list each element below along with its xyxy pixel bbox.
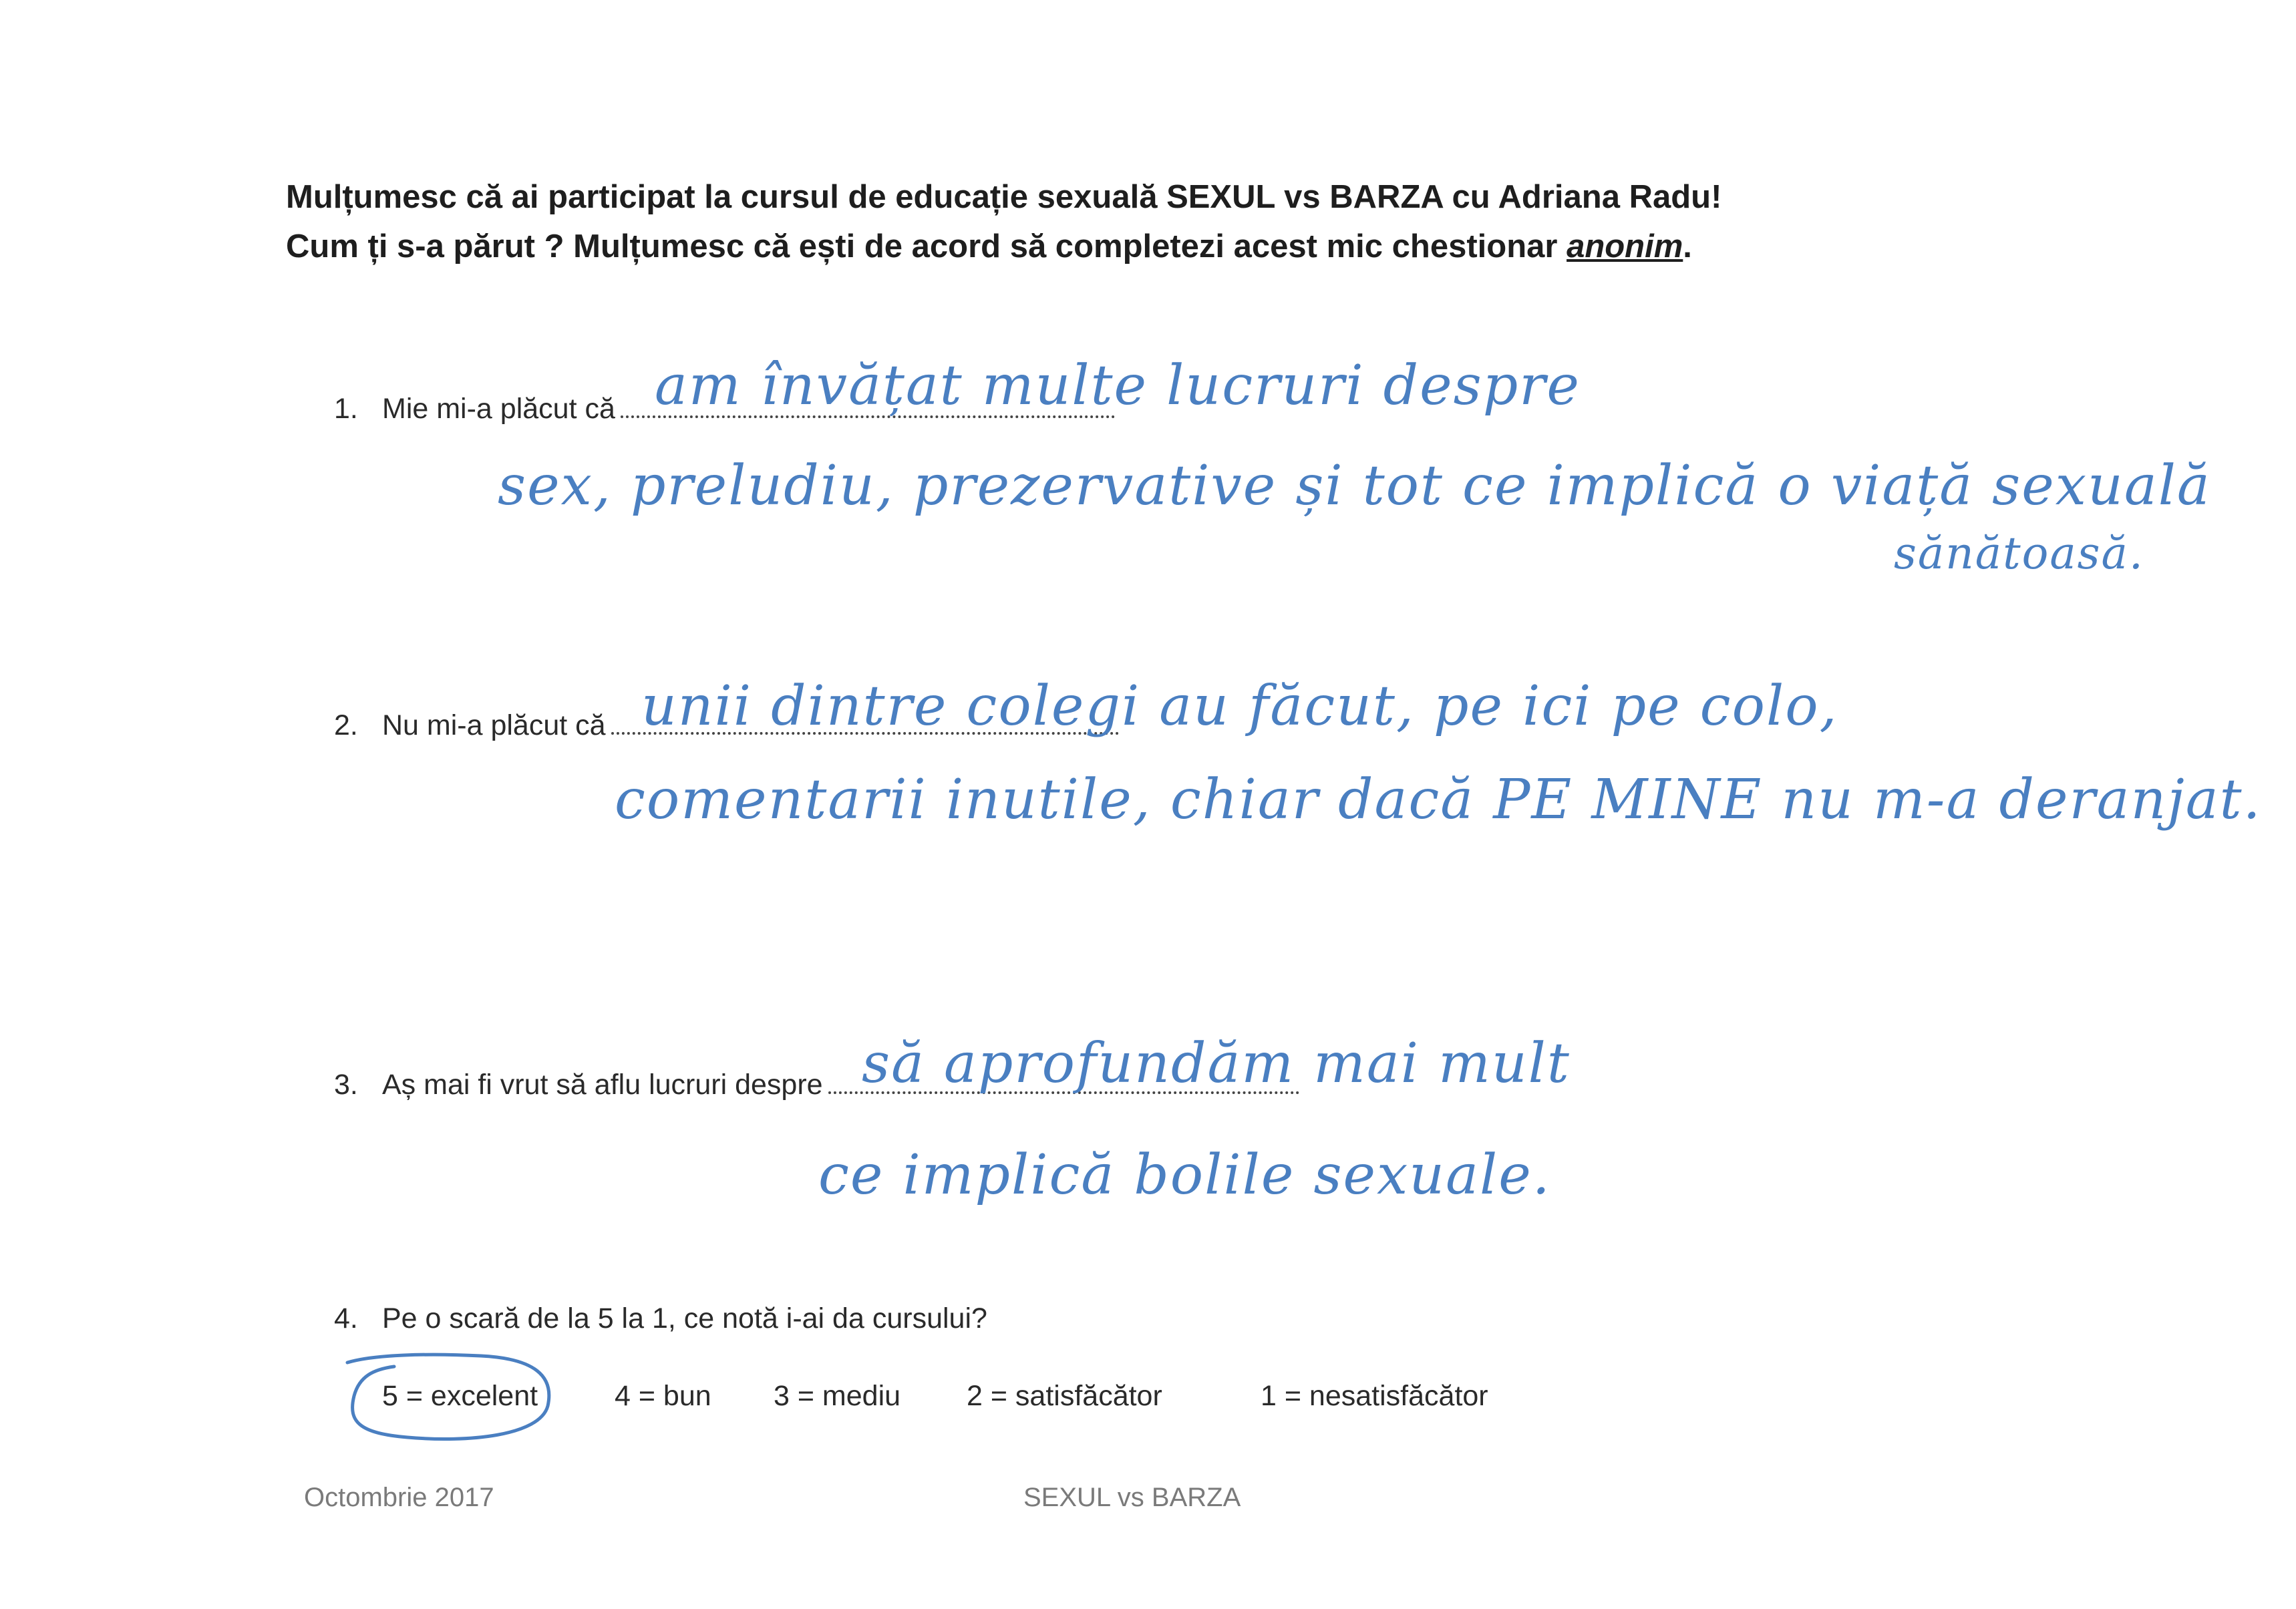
rating-option-5[interactable]: 5 = excelent	[382, 1380, 538, 1412]
answer-3-line-2: ce implică bolile sexuale.	[818, 1143, 1551, 1207]
selected-rating-circle	[334, 1349, 561, 1449]
question-2-number: 2.	[334, 709, 358, 741]
header-line-1: Mulțumesc că ai participat la cursul de educație sexuală SEXUL vs BARZA cu Adriana Radu!	[286, 179, 1722, 215]
answer-1-line-1: am învățat multe lucruri despre	[655, 354, 1581, 417]
question-4-number: 4.	[334, 1302, 358, 1334]
question-3-number: 3.	[334, 1069, 358, 1101]
anonymous-emphasis: anonim	[1567, 228, 1683, 264]
rating-option-2[interactable]: 2 = satisfăcător	[967, 1380, 1162, 1412]
survey-header	[286, 172, 1721, 271]
header-line-2-text: Cum ți s-a părut ? Mulțumesc că ești de acord să completezi acest mic chestionar	[286, 228, 1567, 264]
question-4-label: Pe o scară de la 5 la 1, ce notă i-ai da cursului?	[382, 1302, 987, 1334]
answer-2-line-1: unii dintre colegi au făcut, pe ici pe colo,	[641, 675, 1838, 738]
answer-1-line-2: sex, preludiu, prezervative și tot ce implică o viață sexuală	[498, 454, 2211, 518]
rating-option-4[interactable]: 4 = bun	[615, 1380, 711, 1412]
question-1-number: 1.	[334, 393, 358, 425]
footer-date: Octombrie 2017	[304, 1483, 494, 1512]
question-1-label: Mie mi-a plăcut că	[382, 393, 615, 425]
header-line-2	[286, 222, 1721, 271]
question-3-label: Aș mai fi vrut să aflu lucruri despre	[382, 1069, 823, 1101]
rating-option-1[interactable]: 1 = nesatisfăcător	[1261, 1380, 1488, 1412]
header-line-2-end: .	[1683, 228, 1692, 264]
answer-3-line-1: să aprofundăm mai mult	[862, 1032, 1571, 1095]
rating-option-3[interactable]: 3 = mediu	[774, 1380, 901, 1412]
answer-2-line-2: comentarii inutile, chiar dacă PE MINE nu m-a deranjat.	[615, 768, 2262, 832]
question-4	[334, 1302, 987, 1335]
question-2-label: Nu mi-a plăcut că	[382, 709, 606, 741]
answer-1-line-3: sănătoasă.	[1894, 528, 2144, 579]
footer-brand: SEXUL vs BARZA	[1023, 1483, 1241, 1512]
